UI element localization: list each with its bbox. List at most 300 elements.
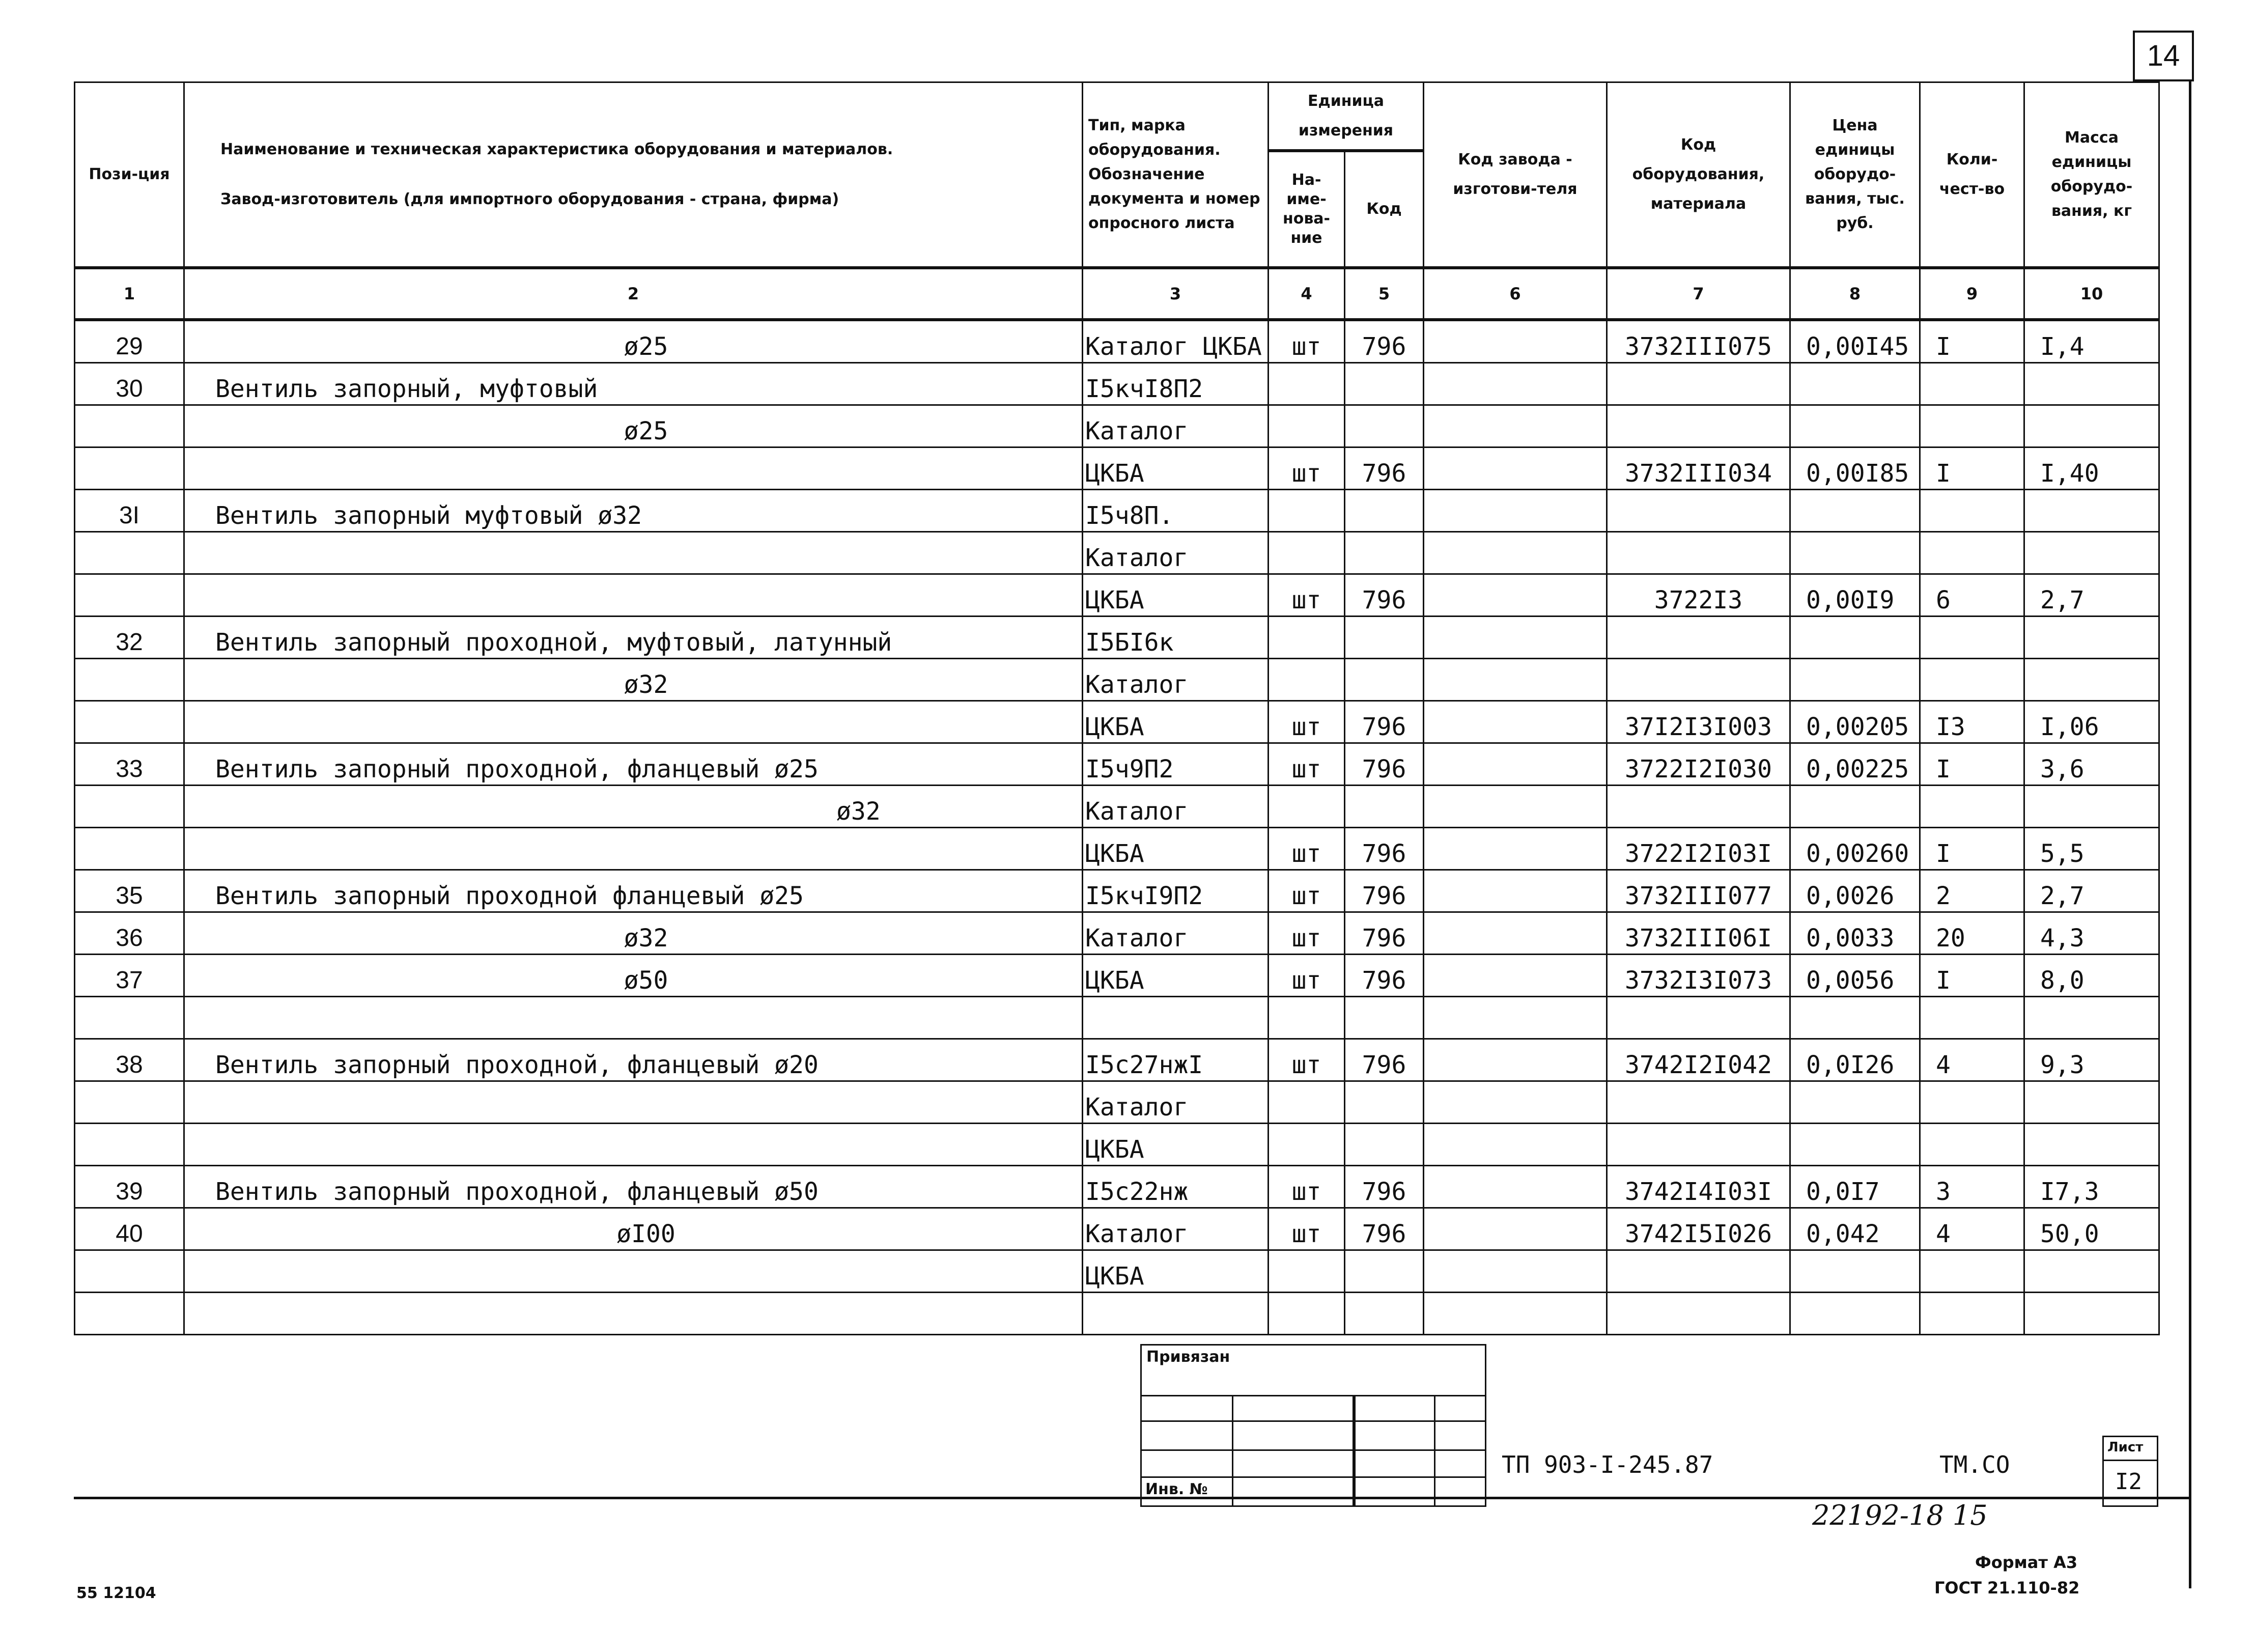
row-factory-code [1424, 363, 1607, 405]
row-item-code: 3742I4I03I [1607, 1166, 1790, 1208]
row-position: 38 [75, 1039, 184, 1081]
header-item-code: Код оборудования, материала [1607, 82, 1790, 268]
column-number: 9 [1920, 268, 2024, 320]
row-quantity [1920, 997, 2024, 1039]
row-type: Каталог [1083, 659, 1269, 701]
row-mass [2024, 363, 2159, 405]
row-price [1790, 1250, 1920, 1293]
row-factory-code [1424, 828, 1607, 870]
row-name: Вентиль запорный муфтовый ø32 [184, 490, 1083, 532]
table-row [75, 997, 2159, 1039]
column-number: 3 [1083, 268, 1269, 320]
row-price: 0,0I7 [1790, 1166, 1920, 1208]
table-header-row [75, 82, 2159, 151]
row-item-code [1607, 786, 1790, 828]
row-factory-code [1424, 1039, 1607, 1081]
row-price [1790, 405, 1920, 447]
header-position: Пози-ция [75, 82, 184, 268]
row-mass [2024, 1124, 2159, 1166]
table-row [75, 1208, 2159, 1250]
row-mass [2024, 659, 2159, 701]
column-number: 8 [1790, 268, 1920, 320]
row-unit-code: 796 [1345, 912, 1424, 955]
row-unit-code: 796 [1345, 870, 1424, 912]
row-position [75, 828, 184, 870]
row-type: ЦКБА [1083, 955, 1269, 997]
row-price [1790, 363, 1920, 405]
row-factory-code [1424, 1166, 1607, 1208]
row-position [75, 786, 184, 828]
row-unit: шт [1269, 447, 1345, 490]
row-position: 33 [75, 743, 184, 786]
header-type: Тип, марка оборудования. Обозначение документа и номер опросного листа [1083, 82, 1269, 268]
row-item-code: 3732III077 [1607, 870, 1790, 912]
row-item-code [1607, 1081, 1790, 1124]
bound-grid-row [1140, 1420, 1486, 1451]
row-item-code [1607, 532, 1790, 574]
row-position [75, 574, 184, 617]
row-unit [1269, 659, 1345, 701]
row-unit-code: 796 [1345, 828, 1424, 870]
row-unit-code: 796 [1345, 320, 1424, 363]
row-factory-code [1424, 574, 1607, 617]
row-unit [1269, 1250, 1345, 1293]
row-unit-code [1345, 1250, 1424, 1293]
row-quantity: I [1920, 828, 2024, 870]
row-type [1083, 1293, 1269, 1335]
row-price: 0,00225 [1790, 743, 1920, 786]
row-unit-code: 796 [1345, 701, 1424, 743]
row-position: 32 [75, 617, 184, 659]
row-mass [2024, 617, 2159, 659]
row-name [184, 1081, 1083, 1124]
row-mass [2024, 490, 2159, 532]
row-factory-code [1424, 659, 1607, 701]
row-type: ЦКБА [1083, 447, 1269, 490]
row-factory-code [1424, 490, 1607, 532]
row-type: I5кчI9П2 [1083, 870, 1269, 912]
sheet-number: 14 [2133, 31, 2194, 81]
row-item-code: 37I2I3I003 [1607, 701, 1790, 743]
row-unit-code [1345, 659, 1424, 701]
row-type: ЦКБА [1083, 701, 1269, 743]
row-factory-code [1424, 955, 1607, 997]
row-price: 0,042 [1790, 1208, 1920, 1250]
row-mass: 3,6 [2024, 743, 2159, 786]
row-unit [1269, 405, 1345, 447]
row-name: Вентиль запорный проходной, фланцевый ø20 [184, 1039, 1083, 1081]
row-position: 36 [75, 912, 184, 955]
row-position: 29 [75, 320, 184, 363]
row-unit [1269, 1081, 1345, 1124]
table-row [75, 1081, 2159, 1124]
row-price: 0,00I9 [1790, 574, 1920, 617]
row-unit: шт [1269, 955, 1345, 997]
row-mass: I,4 [2024, 320, 2159, 363]
row-factory-code [1424, 743, 1607, 786]
row-price [1790, 659, 1920, 701]
row-price [1790, 1124, 1920, 1166]
row-price: 0,00I85 [1790, 447, 1920, 490]
row-factory-code [1424, 532, 1607, 574]
row-quantity [1920, 1293, 2024, 1335]
row-position [75, 1250, 184, 1293]
header-name [184, 82, 1083, 268]
row-price [1790, 786, 1920, 828]
row-item-code [1607, 1250, 1790, 1293]
table-row [75, 574, 2159, 617]
row-name [184, 701, 1083, 743]
row-unit-code: 796 [1345, 1208, 1424, 1250]
row-position: 3I [75, 490, 184, 532]
row-position [75, 997, 184, 1039]
column-number: 2 [184, 268, 1083, 320]
table-row [75, 363, 2159, 405]
row-mass [2024, 1081, 2159, 1124]
row-unit [1269, 786, 1345, 828]
row-mass [2024, 1293, 2159, 1335]
row-name: Вентиль запорный проходной фланцевый ø25 [184, 870, 1083, 912]
row-name: ø25 [184, 320, 1083, 363]
row-name: Вентиль запорный проходной, фланцевый ø25 [184, 743, 1083, 786]
bound-label: Привязан [1146, 1348, 1230, 1366]
row-unit-code [1345, 997, 1424, 1039]
sheet-value: I2 [2115, 1469, 2142, 1495]
row-unit [1269, 617, 1345, 659]
row-type: I5кчI8П2 [1083, 363, 1269, 405]
row-unit-code [1345, 490, 1424, 532]
row-mass: 2,7 [2024, 574, 2159, 617]
row-unit-code [1345, 532, 1424, 574]
row-position [75, 659, 184, 701]
header-price: Цена единицы оборудо-вания, тыс. руб. [1790, 82, 1920, 268]
row-unit [1269, 490, 1345, 532]
table-row [75, 955, 2159, 997]
row-unit [1269, 1293, 1345, 1335]
row-unit [1269, 363, 1345, 405]
row-name: ø32 [184, 786, 1083, 828]
row-position [75, 1293, 184, 1335]
row-quantity: I3 [1920, 701, 2024, 743]
row-price [1790, 1293, 1920, 1335]
row-type: ЦКБА [1083, 1124, 1269, 1166]
row-unit [1269, 532, 1345, 574]
row-position: 30 [75, 363, 184, 405]
row-unit: шт [1269, 1039, 1345, 1081]
row-unit-code [1345, 617, 1424, 659]
row-type: Каталог [1083, 405, 1269, 447]
row-unit-code: 796 [1345, 447, 1424, 490]
row-name [184, 447, 1083, 490]
row-name: ø50 [184, 955, 1083, 997]
row-quantity: I [1920, 320, 2024, 363]
row-name [184, 1124, 1083, 1166]
row-name: ø32 [184, 659, 1083, 701]
column-number: 7 [1607, 268, 1790, 320]
specification-table [74, 81, 2160, 1335]
row-mass: 9,3 [2024, 1039, 2159, 1081]
table-row [75, 743, 2159, 786]
column-numbers-row [75, 268, 2159, 320]
table-row [75, 532, 2159, 574]
row-item-code: 3742I5I026 [1607, 1208, 1790, 1250]
table-row [75, 1250, 2159, 1293]
row-quantity [1920, 532, 2024, 574]
row-item-code: 3732III075 [1607, 320, 1790, 363]
column-number: 10 [2024, 268, 2159, 320]
row-quantity: I [1920, 955, 2024, 997]
row-type: Каталог ЦКБА [1083, 320, 1269, 363]
row-type: Каталог [1083, 1081, 1269, 1124]
table-row [75, 870, 2159, 912]
row-position: 39 [75, 1166, 184, 1208]
row-item-code [1607, 1293, 1790, 1335]
header-quantity: Коли-чест-во [1920, 82, 2024, 268]
row-factory-code [1424, 1081, 1607, 1124]
row-price [1790, 617, 1920, 659]
row-mass: 8,0 [2024, 955, 2159, 997]
header-name-line1: Наименование и техническая характеристика оборудования и материалов. [220, 141, 893, 158]
sheet-label: Лист [2107, 1440, 2144, 1455]
header-unit-name: На-име-нова-ние [1269, 151, 1345, 268]
row-type: I5ч9П2 [1083, 743, 1269, 786]
row-unit-code [1345, 1293, 1424, 1335]
row-item-code [1607, 490, 1790, 532]
row-item-code: 3732I3I073 [1607, 955, 1790, 997]
row-quantity [1920, 617, 2024, 659]
table-row [75, 912, 2159, 955]
row-factory-code [1424, 701, 1607, 743]
row-quantity [1920, 786, 2024, 828]
row-quantity [1920, 659, 2024, 701]
row-type: I5БI6к [1083, 617, 1269, 659]
row-unit [1269, 1124, 1345, 1166]
header-factory-code: Код завода - изготови-теля [1424, 82, 1607, 268]
row-quantity: 4 [1920, 1039, 2024, 1081]
row-quantity [1920, 405, 2024, 447]
row-item-code [1607, 997, 1790, 1039]
row-item-code: 3722I2I030 [1607, 743, 1790, 786]
row-factory-code [1424, 997, 1607, 1039]
row-position: 35 [75, 870, 184, 912]
table-row [75, 447, 2159, 490]
row-factory-code [1424, 320, 1607, 363]
row-price: 0,0I26 [1790, 1039, 1920, 1081]
row-type: ЦКБА [1083, 574, 1269, 617]
row-name: Вентиль запорный проходной, муфтовый, латунный [184, 617, 1083, 659]
row-price [1790, 1081, 1920, 1124]
row-item-code: 3722I3 [1607, 574, 1790, 617]
table-row [75, 701, 2159, 743]
row-price: 0,00260 [1790, 828, 1920, 870]
row-type: ЦКБА [1083, 1250, 1269, 1293]
header-unit-code: Код [1345, 151, 1424, 268]
row-quantity [1920, 1124, 2024, 1166]
row-quantity [1920, 1081, 2024, 1124]
row-factory-code [1424, 1293, 1607, 1335]
row-price [1790, 997, 1920, 1039]
row-name [184, 828, 1083, 870]
row-quantity [1920, 363, 2024, 405]
table-row [75, 828, 2159, 870]
row-type: Каталог [1083, 1208, 1269, 1250]
row-type: Каталог [1083, 786, 1269, 828]
row-mass: I7,3 [2024, 1166, 2159, 1208]
row-factory-code [1424, 617, 1607, 659]
row-price: 0,00205 [1790, 701, 1920, 743]
gost-label: ГОСТ 21.110-82 [1934, 1578, 2080, 1598]
row-type: ЦКБА [1083, 828, 1269, 870]
row-unit: шт [1269, 320, 1345, 363]
inv-label: Инв. № [1145, 1480, 1208, 1498]
row-factory-code [1424, 1124, 1607, 1166]
row-price: 0,0026 [1790, 870, 1920, 912]
row-unit [1269, 997, 1345, 1039]
row-quantity: 4 [1920, 1208, 2024, 1250]
row-position [75, 405, 184, 447]
row-name [184, 1293, 1083, 1335]
row-unit-code [1345, 1081, 1424, 1124]
table-row [75, 1293, 2159, 1335]
row-item-code: 3732III06I [1607, 912, 1790, 955]
title-block [1140, 1344, 2174, 1507]
row-name: øI00 [184, 1208, 1083, 1250]
row-type: I5с27нжI [1083, 1039, 1269, 1081]
row-unit-code: 796 [1345, 574, 1424, 617]
row-price: 0,00I45 [1790, 320, 1920, 363]
row-factory-code [1424, 1250, 1607, 1293]
header-unit-group: Единица измерения [1269, 82, 1424, 151]
row-type: I5ч8П. [1083, 490, 1269, 532]
column-number: 1 [75, 268, 184, 320]
row-quantity: 3 [1920, 1166, 2024, 1208]
row-mass: 2,7 [2024, 870, 2159, 912]
row-position: 37 [75, 955, 184, 997]
row-quantity: I [1920, 743, 2024, 786]
row-unit-code: 796 [1345, 1166, 1424, 1208]
row-mass: 5,5 [2024, 828, 2159, 870]
row-factory-code [1424, 1208, 1607, 1250]
row-type: Каталог [1083, 912, 1269, 955]
row-factory-code [1424, 447, 1607, 490]
row-factory-code [1424, 405, 1607, 447]
table-row [75, 1039, 2159, 1081]
row-quantity: 6 [1920, 574, 2024, 617]
row-unit-code [1345, 786, 1424, 828]
row-item-code [1607, 363, 1790, 405]
row-name [184, 574, 1083, 617]
row-unit: шт [1269, 828, 1345, 870]
row-unit: шт [1269, 701, 1345, 743]
table-row [75, 786, 2159, 828]
row-position [75, 447, 184, 490]
row-factory-code [1424, 786, 1607, 828]
row-item-code: 3732III034 [1607, 447, 1790, 490]
row-item-code [1607, 659, 1790, 701]
row-price [1790, 490, 1920, 532]
row-name: Вентиль запорный, муфтовый [184, 363, 1083, 405]
row-item-code [1607, 1124, 1790, 1166]
row-name [184, 997, 1083, 1039]
row-mass [2024, 405, 2159, 447]
row-position: 40 [75, 1208, 184, 1250]
table-row [75, 1124, 2159, 1166]
row-item-code: 3742I2I042 [1607, 1039, 1790, 1081]
row-unit-code [1345, 1124, 1424, 1166]
row-name [184, 532, 1083, 574]
row-unit: шт [1269, 1208, 1345, 1250]
row-name: ø25 [184, 405, 1083, 447]
row-name [184, 1250, 1083, 1293]
row-quantity [1920, 1250, 2024, 1293]
row-mass [2024, 786, 2159, 828]
row-price [1790, 532, 1920, 574]
row-quantity [1920, 490, 2024, 532]
row-position [75, 1124, 184, 1166]
row-quantity: 20 [1920, 912, 2024, 955]
column-number: 5 [1345, 268, 1424, 320]
table-row [75, 405, 2159, 447]
row-unit: шт [1269, 574, 1345, 617]
handwritten-number: 22192-18 15 [1812, 1499, 1988, 1531]
header-mass: Масса единицы оборудо-вания, кг [2024, 82, 2159, 268]
row-unit: шт [1269, 870, 1345, 912]
row-name: Вентиль запорный проходной, фланцевый ø50 [184, 1166, 1083, 1208]
row-position [75, 701, 184, 743]
row-mass [2024, 532, 2159, 574]
row-factory-code [1424, 870, 1607, 912]
row-item-code [1607, 617, 1790, 659]
document-code: ТП 903-I-245.87 [1502, 1451, 1713, 1478]
row-quantity: 2 [1920, 870, 2024, 912]
row-unit: шт [1269, 743, 1345, 786]
row-price: 0,0033 [1790, 912, 1920, 955]
table-row [75, 617, 2159, 659]
table-row [75, 659, 2159, 701]
row-unit: шт [1269, 912, 1345, 955]
row-type: I5с22нж [1083, 1166, 1269, 1208]
section-code: ТМ.СО [1939, 1451, 2010, 1478]
row-item-code: 3722I2I03I [1607, 828, 1790, 870]
row-type: Каталог [1083, 532, 1269, 574]
frame-right-border [2189, 81, 2191, 1588]
column-number: 4 [1269, 268, 1345, 320]
format-label: Формат А3 [1975, 1553, 2078, 1572]
form-number: 55 12104 [76, 1584, 156, 1602]
row-quantity: I [1920, 447, 2024, 490]
table-row [75, 490, 2159, 532]
row-unit-code: 796 [1345, 1039, 1424, 1081]
row-mass: I,06 [2024, 701, 2159, 743]
row-type [1083, 997, 1269, 1039]
row-mass [2024, 997, 2159, 1039]
row-mass: 50,0 [2024, 1208, 2159, 1250]
header-name-line2: Завод-изготовитель (для импортного оборудования - страна, фирма) [220, 190, 839, 208]
row-factory-code [1424, 912, 1607, 955]
row-unit-code [1345, 405, 1424, 447]
table-row [75, 320, 2159, 363]
row-unit-code: 796 [1345, 955, 1424, 997]
row-price: 0,0056 [1790, 955, 1920, 997]
row-name: ø32 [184, 912, 1083, 955]
row-unit-code: 796 [1345, 743, 1424, 786]
column-number: 6 [1424, 268, 1607, 320]
row-position [75, 1081, 184, 1124]
row-unit-code [1345, 363, 1424, 405]
row-item-code [1607, 405, 1790, 447]
row-mass: I,40 [2024, 447, 2159, 490]
table-row [75, 1166, 2159, 1208]
